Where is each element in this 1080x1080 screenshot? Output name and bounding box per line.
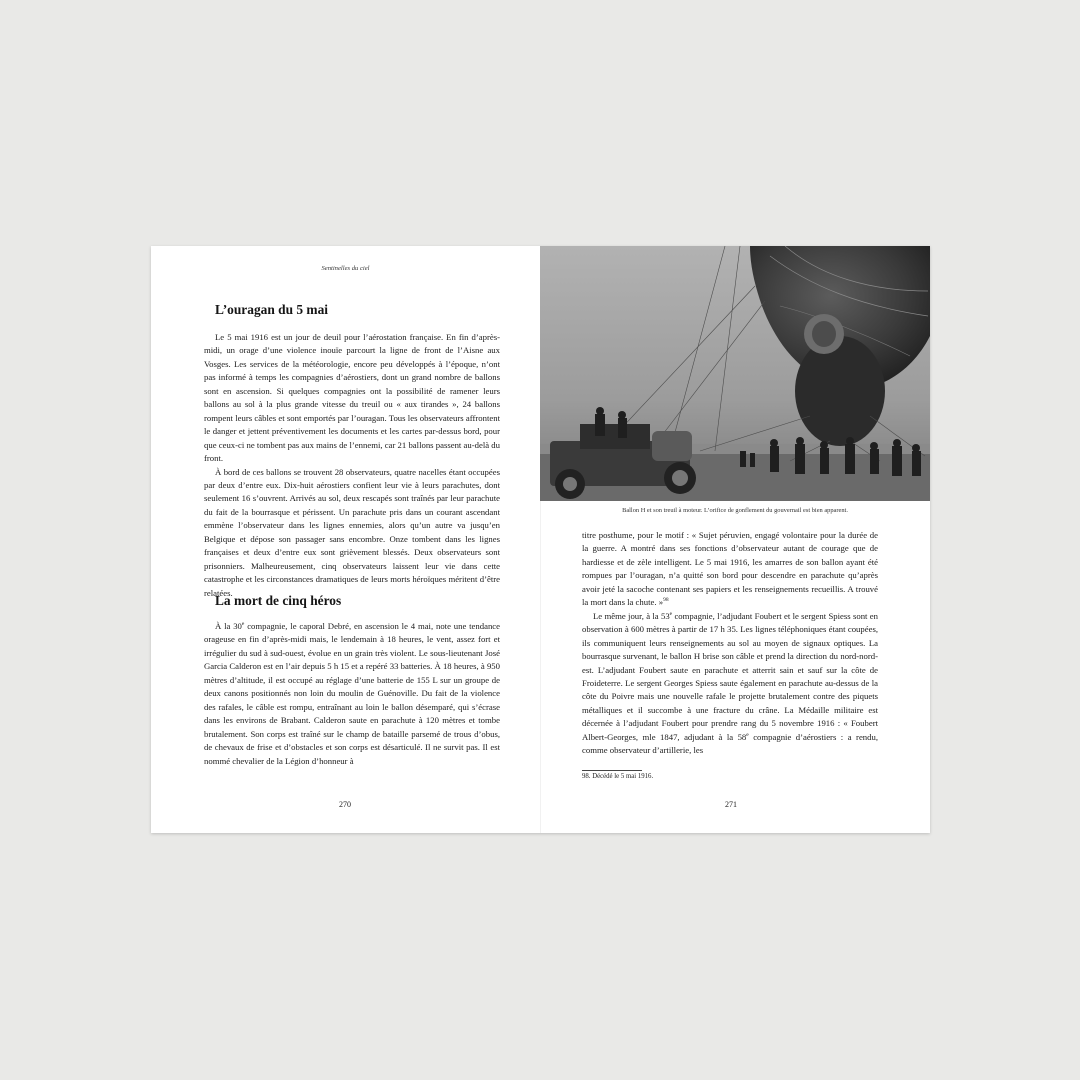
paragraph xyxy=(204,620,500,768)
page-number-right: 271 xyxy=(725,800,737,809)
text-run: compagnie, l’adjudant Foubert et le sergent Spiess sont en observation à 600 mètres à partir de 17 h 35. Les lignes téléphoniques étant coupées, ils communiquent leurs renseignements au sol au moyen de signaux optiques. La bourrasque survenant, le ballon H brise son câble et prend la direction du nord-nord-est. L’adjudant Foubert saute en parachute et atterrit sain et sauf sur la côte de Froideterre. Le sergent Georges Spiess saute également en parachute au-dessus de la côte du Poivre mais une nouvelle rafale le projette brutalement contre des piquets métalliques et il succombe à une fracture du crâne. La Médaille militaire est décernée à l’adjudant Foubert pour prendre rang du 5 novembre 1916 : « Foubert Albert-Georges, mle 1847, adjudant à la 58 xyxy=(582,610,878,742)
page-number-left: 270 xyxy=(339,800,351,809)
balloon-photo xyxy=(540,246,930,501)
section-title-ouragan: L’ouragan du 5 mai xyxy=(215,302,328,317)
right-page-text xyxy=(582,529,878,758)
text-run: compagnie d’aérostiers : a rendu, comme observateur d’artillerie, les xyxy=(582,731,878,756)
superscript: e xyxy=(669,610,673,617)
running-head: Sentinelles du ciel xyxy=(321,265,370,272)
paragraph xyxy=(582,610,878,758)
footnote: 98. Décédé le 5 mai 1916. xyxy=(582,773,654,780)
superscript: e xyxy=(241,621,245,628)
superscript: e xyxy=(746,731,749,738)
text-run: Le même jour, à la 53 xyxy=(593,610,670,621)
text-run: compagnie, le caporal Debré, en ascension le 4 mai, note une tendance orageuse en fin d’après-midi mais, le lendemain à 18 heures, le vent, assez fort et irrégulier du sud à sud-ouest, évolue en un grain très violent. Le sous-lieutenant José Garcia Calderon est en l’air depuis 5 h 15 et a repéré 33 batteries. À 18 heures, à 950 mètres d’altitude, il est occupé au réglage d’une batterie de 155 L sur un groupe de deux canons positionnés non loin du moulin de Guénoville. Du fait de la violence des rafales, le câble est rompu, entraînant au loin le ballon désemparé, qui s’écrase dans les environs de Brabant. Calderon saute en parachute à 120 mètres et tombe brutalement. Son corps est traîné sur le champ de bataille parsemé de trous d’obus, de chevaux de frise et d’obstacles et son corps est désarticulé. Il ne survit pas. Il est nommé chevalier de la Légion d’honneur à xyxy=(204,621,501,766)
paragraph: Le 5 mai 1916 est un jour de deuil pour l’aérostation française. En fin d’après-midi, un orage d’une violence inouïe parcourt la ligne de front de l’Aisne aux Vosges. Les services de la météorologie, encore peu développés à l’époque, n’ont pas informé à temps les compagnies d’aérostiers, dont un grand nombre de ballons sont en ascension. Si quelques compagnies ont la possibilité de ramener leurs ballons au sol à la plus grande vitesse du treuil ou « aux tirandes », 24 ballons rompent leurs câbles et sont emportés par l’ouragan. Tous les observateurs affrontent le danger et jettent préventivement les documents et les cartes par-dessus bord, pour que ceux-ci ne tombent pas aux mains de l’ennemi, car 21 ballons passent au-delà du front. xyxy=(204,332,500,464)
paragraph: À bord de ces ballons se trouvent 28 observateurs, quatre nacelles étant occupées par deux d’entre eux. Dix-huit aérostiers confient leur vie à leurs parachutes, dont seulement 16 s’ouvrent. Arrivés au sol, deux rescapés sont traînés par leur parachute du fait de la bourrasque et périssent. Un parachute pris dans un courant ascendant emmène l’observateur dans les lignes ennemies, alors qu’un autre va jusqu’en Belgique et dépose son passager sans encombre. Onze tombent dans les lignes françaises et deux d’entre eux sont grièvement blessés. Deux observateurs sont prisonniers. Malheureusement, cinq observateurs laissent leur vie dans cette catastrophe et les circonstances dramatiques de leurs morts héroïques méritent d’être relatées. xyxy=(204,466,500,598)
book-spread xyxy=(151,246,930,833)
section-title-mort: La mort de cinq héros xyxy=(215,593,342,608)
section-mort-text xyxy=(204,620,500,768)
left-page xyxy=(151,246,540,833)
photo-caption: Ballon H et son treuil à moteur. L’orifice de gonflement du gouvernail est bien apparent. xyxy=(622,507,848,514)
footnote-rule xyxy=(582,770,642,771)
text-run: titre posthume, pour le motif : « Sujet péruvien, engagé volontaire pour la durée de la guerre. A montré dans ses fonctions d’observateur autant de courage que de hardiesse et de zèle intelligent. Le 5 mai 1916, les amarres de son ballon ayant été rompues par l’ouragan, n’a quitté son bord pour descendre en parachute qu’après avoir jeté la sacoche contenant ses papiers et les renseignements recueillis. A trouvé la mort dans la chute. » xyxy=(582,530,878,608)
right-page xyxy=(540,246,930,833)
balloon-photo-image xyxy=(540,246,930,501)
section-ouragan-text xyxy=(204,331,500,600)
text-run: À la 30 xyxy=(215,621,242,631)
paragraph xyxy=(582,529,878,610)
footnote-reference: 98 xyxy=(663,597,669,604)
